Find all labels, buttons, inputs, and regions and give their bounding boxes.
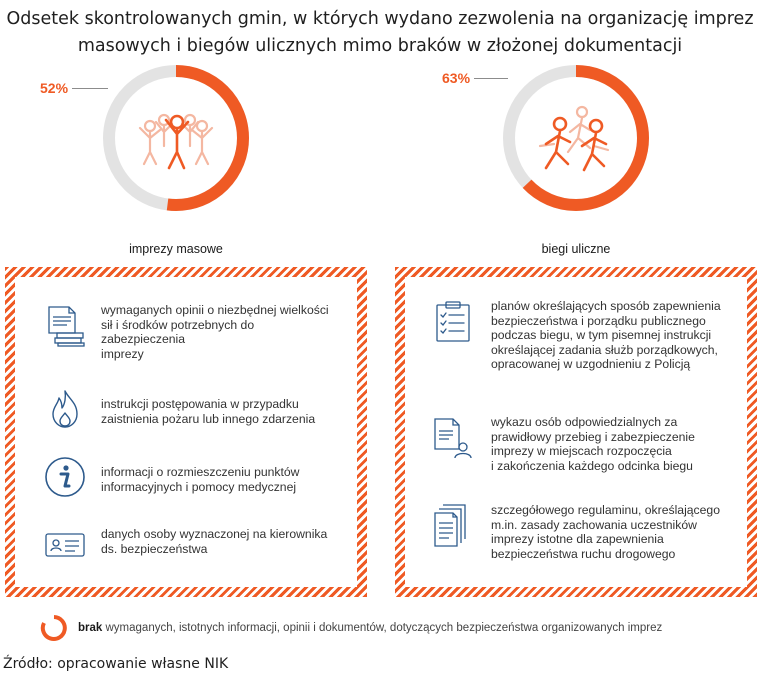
text-line: wykazu osób odpowiedzialnych za (491, 415, 678, 429)
text-line: instrukcji postępowania w przypadku (101, 397, 299, 411)
panel-body (15, 277, 357, 587)
text-line: informacyjnych i pomocy medycznej (101, 479, 297, 494)
text-line: i zakończenia każdego odcinka biegu (491, 458, 693, 473)
text-line: prawidłowy przebieg i zabezpieczenie (491, 429, 695, 444)
legend-arc-icon (40, 614, 68, 642)
text-line: bezpieczeństwa i porządku publicznego (491, 313, 706, 328)
text-line: szczegółowego regulaminu, określającego (491, 503, 720, 517)
list-item (43, 303, 341, 361)
donut-biegi-uliczne (498, 60, 654, 216)
percent-label-imprezy: 52% (40, 80, 69, 96)
stacked-documents-icon (431, 503, 475, 547)
text-line: imprezy istotne dla zapewnienia (491, 532, 664, 546)
legend-description: wymaganych, istotnych informacji, opinii i dokumentów, dotyczących bezpieczeństwa organizowanych imprez (102, 622, 663, 634)
legend-bold: brak (78, 622, 103, 634)
list-item (431, 503, 746, 561)
text-line: określającej zadania służb porządkowych, (491, 342, 718, 357)
item-text (101, 303, 341, 361)
text-line: wymaganych opinii o niezbędnej wielkości (101, 303, 329, 317)
list-item (431, 415, 746, 473)
crowd-icon (140, 115, 212, 168)
fire-icon (43, 387, 87, 431)
list-item (43, 455, 341, 499)
text-line: danych osoby wyznaczonej na kierownika (101, 527, 328, 541)
chart-title (0, 6, 760, 60)
donut-imprezy-masowe (98, 60, 254, 216)
text-line: informacji o rozmieszczeniu punktów (101, 465, 300, 479)
text-line: ds. bezpieczeństwa (101, 541, 208, 556)
category-label-imprezy: imprezy masowe (129, 242, 223, 256)
item-text (101, 523, 341, 556)
runners-icon (540, 107, 608, 170)
id-card-icon (43, 523, 87, 567)
title-line-2: masowych i biegów ulicznych mimo braków w złożonej dokumentacji (77, 36, 683, 56)
title-line-1: Odsetek skontrolowanych gmin, w których wydano zezwolenia na organizację imprez (6, 9, 754, 29)
source-note: Źródło: opracowanie własne NIK (3, 656, 229, 672)
legend (40, 614, 662, 642)
item-text (101, 455, 341, 494)
list-item (43, 387, 341, 431)
info-icon (43, 455, 87, 499)
documents-money-icon (43, 303, 87, 347)
list-item (431, 299, 746, 372)
panel-biegi-uliczne (395, 267, 757, 597)
text-line: imprezy (101, 346, 144, 361)
panel-body (405, 277, 747, 587)
category-label-biegi: biegi uliczne (541, 242, 611, 256)
text-line: opracowanej w uzgodnieniu z Policją (491, 357, 691, 371)
text-line: sił i środków potrzebnych do zabezpieczenia (101, 317, 255, 346)
text-line: zaistnienia pożaru lub innego zdarzenia (101, 411, 316, 426)
list-item (43, 523, 341, 567)
percent-label-biegi: 63% (442, 70, 471, 86)
text-line: bezpieczeństwa ruchu drogowego (491, 546, 676, 561)
legend-text (78, 622, 662, 634)
item-text (101, 387, 341, 426)
text-line: planów określających sposób zapewnienia (491, 299, 721, 313)
item-text (491, 299, 746, 372)
item-text (491, 503, 746, 561)
text-line: m.in. zasady zachowania uczestników (491, 517, 697, 532)
text-line: imprezy w miejscach rozpoczęcia (491, 444, 672, 458)
item-text (491, 415, 746, 473)
text-line: podczas biegu, w tym pisemnej instrukcji (491, 328, 712, 342)
clipboard-checklist-icon (431, 299, 475, 343)
panel-imprezy-masowe (5, 267, 367, 597)
person-document-icon (431, 415, 475, 459)
